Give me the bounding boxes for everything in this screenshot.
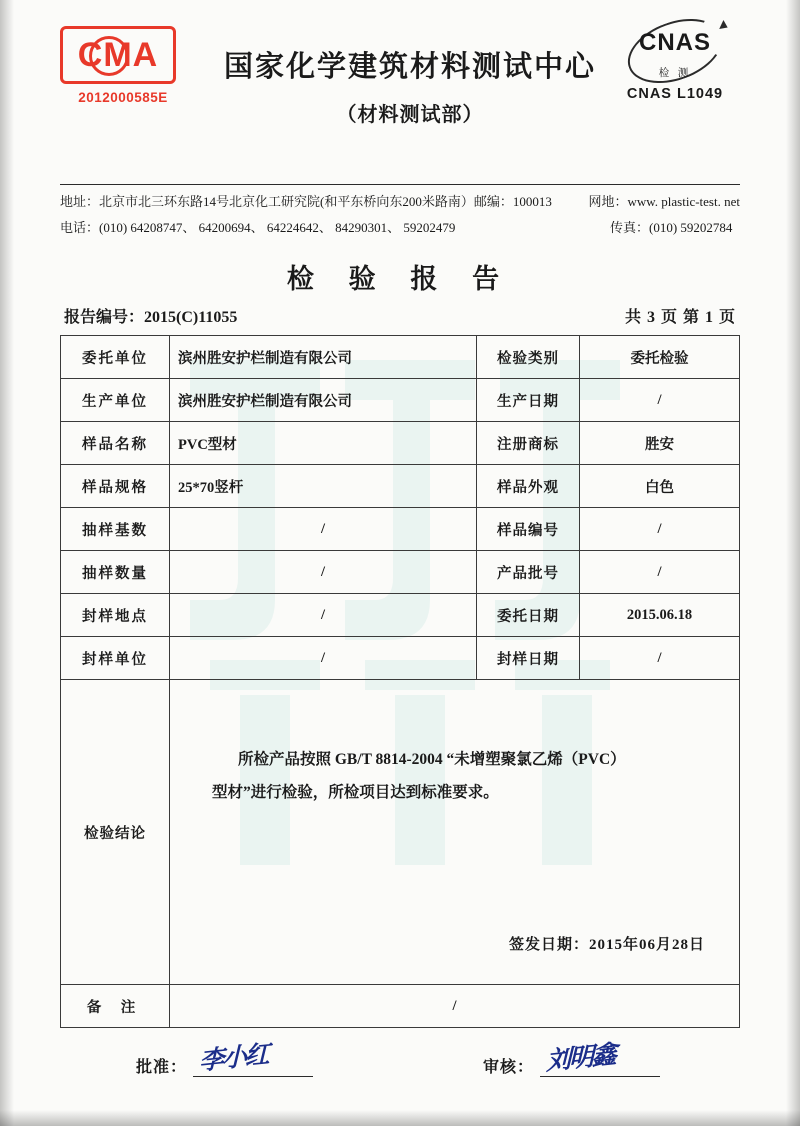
fax-value: (010) 59202784	[649, 220, 733, 235]
row-label: 委托单位	[61, 336, 170, 379]
approval-signature	[136, 1041, 313, 1077]
row-value-2: 胜安	[580, 422, 740, 465]
row-value-2: 2015.06.18	[580, 594, 740, 637]
cma-logo	[60, 26, 186, 105]
page-title: 国家化学建筑材料测试中心	[223, 51, 596, 83]
table-row	[61, 465, 740, 508]
tel-label: 电话：	[60, 220, 100, 235]
table-row	[61, 551, 740, 594]
remark-row	[61, 985, 740, 1028]
zip-label: 邮编：	[473, 194, 513, 209]
row-label: 样品规格	[61, 465, 170, 508]
zip-value: 100013	[512, 194, 552, 209]
row-label: 生产单位	[61, 379, 170, 422]
conclusion-row	[61, 680, 740, 985]
row-label-2: 检验类别	[477, 336, 580, 379]
cnas-logo	[610, 20, 740, 102]
row-value: 滨州胜安护栏制造有限公司	[170, 379, 477, 422]
table-row	[61, 379, 740, 422]
fax-label: 传真：	[610, 220, 650, 235]
cnas-mark-icon	[620, 20, 730, 84]
row-value-2: /	[580, 637, 740, 680]
row-value: 滨州胜安护栏制造有限公司	[170, 336, 477, 379]
contact-block	[60, 185, 740, 241]
report-number-value: 2015(C)11055	[144, 309, 238, 326]
table-row	[61, 594, 740, 637]
cnas-word: CNAS	[638, 29, 711, 56]
row-label-2: 委托日期	[477, 594, 580, 637]
approval-signature-name: 李小红	[199, 1041, 268, 1076]
row-value: /	[170, 508, 477, 551]
row-label: 样品名称	[61, 422, 170, 465]
row-label: 封样地点	[61, 594, 170, 637]
row-value: /	[170, 594, 477, 637]
cma-logo-box	[60, 26, 176, 84]
row-value-2: /	[580, 379, 740, 422]
tel-value: (010) 64208747、 64200694、 64224642、 84290301、 59202479	[99, 220, 456, 235]
row-value: PVC型材	[170, 422, 477, 465]
conclusion-cell	[170, 680, 740, 985]
row-label: 抽样基数	[61, 508, 170, 551]
row-label: 封样单位	[61, 637, 170, 680]
remark-value: /	[170, 985, 740, 1028]
scan-edge-bottom	[0, 1110, 800, 1126]
remark-label: 备 注	[61, 985, 170, 1028]
report-table	[60, 335, 740, 1028]
row-value-2: 委托检验	[580, 336, 740, 379]
cma-code: 2012000585E	[78, 90, 168, 105]
address-label: 地址：	[60, 194, 100, 209]
conclusion-line-1: 所检产品按照 GB/T 8814-2004 “未增塑聚氯乙烯（PVC）	[238, 751, 626, 768]
row-value-2: 白色	[580, 465, 740, 508]
row-label-2: 产品批号	[477, 551, 580, 594]
row-value: /	[170, 637, 477, 680]
approval-label: 批准：	[136, 1059, 188, 1076]
web-label: 网地：	[588, 194, 628, 209]
signature-area	[60, 1041, 740, 1077]
approval-signature-line	[193, 1041, 313, 1077]
row-value: 25*70竖杆	[170, 465, 477, 508]
row-value-2: /	[580, 508, 740, 551]
review-label: 审核：	[483, 1059, 535, 1076]
review-signature	[483, 1041, 660, 1077]
document-header	[60, 0, 740, 178]
report-number-label: 报告编号：	[64, 309, 145, 326]
page-count: 共 3 页 第 1 页	[624, 309, 736, 326]
cnas-accreditation-id: CNAS L1049	[626, 86, 724, 102]
report-meta	[64, 304, 736, 327]
issue-date: 签发日期：2015年06月28日	[508, 937, 705, 953]
conclusion-line-2: 型材”进行检验，所检项目达到标准要求。	[212, 783, 499, 801]
address-value: 北京市北三环东路14号北京化工研究院(和平东桥向东200米路南）	[99, 194, 474, 209]
report-title: 检 验 报 告	[286, 264, 514, 294]
conclusion-label: 检验结论	[61, 680, 170, 985]
row-label-2: 注册商标	[477, 422, 580, 465]
cnas-sub-label: 检 测	[658, 68, 692, 79]
row-label-2: 样品外观	[477, 465, 580, 508]
cma-logo-text: CMA	[77, 36, 159, 74]
page-subtitle: （材料测试部）	[336, 103, 484, 126]
review-signature-name: 刘明鑫	[546, 1041, 615, 1076]
table-row	[61, 336, 740, 379]
table-row	[61, 637, 740, 680]
row-label: 抽样数量	[61, 551, 170, 594]
row-value: /	[170, 551, 477, 594]
row-label-2: 封样日期	[477, 637, 580, 680]
row-label-2: 样品编号	[477, 508, 580, 551]
contact-row-address	[60, 189, 740, 215]
table-row	[61, 508, 740, 551]
row-label-2: 生产日期	[477, 379, 580, 422]
row-value-2: /	[580, 551, 740, 594]
review-signature-line	[540, 1041, 660, 1077]
contact-row-phone	[60, 215, 740, 241]
web-value: www. plastic-test. net	[627, 194, 740, 209]
table-row	[61, 422, 740, 465]
